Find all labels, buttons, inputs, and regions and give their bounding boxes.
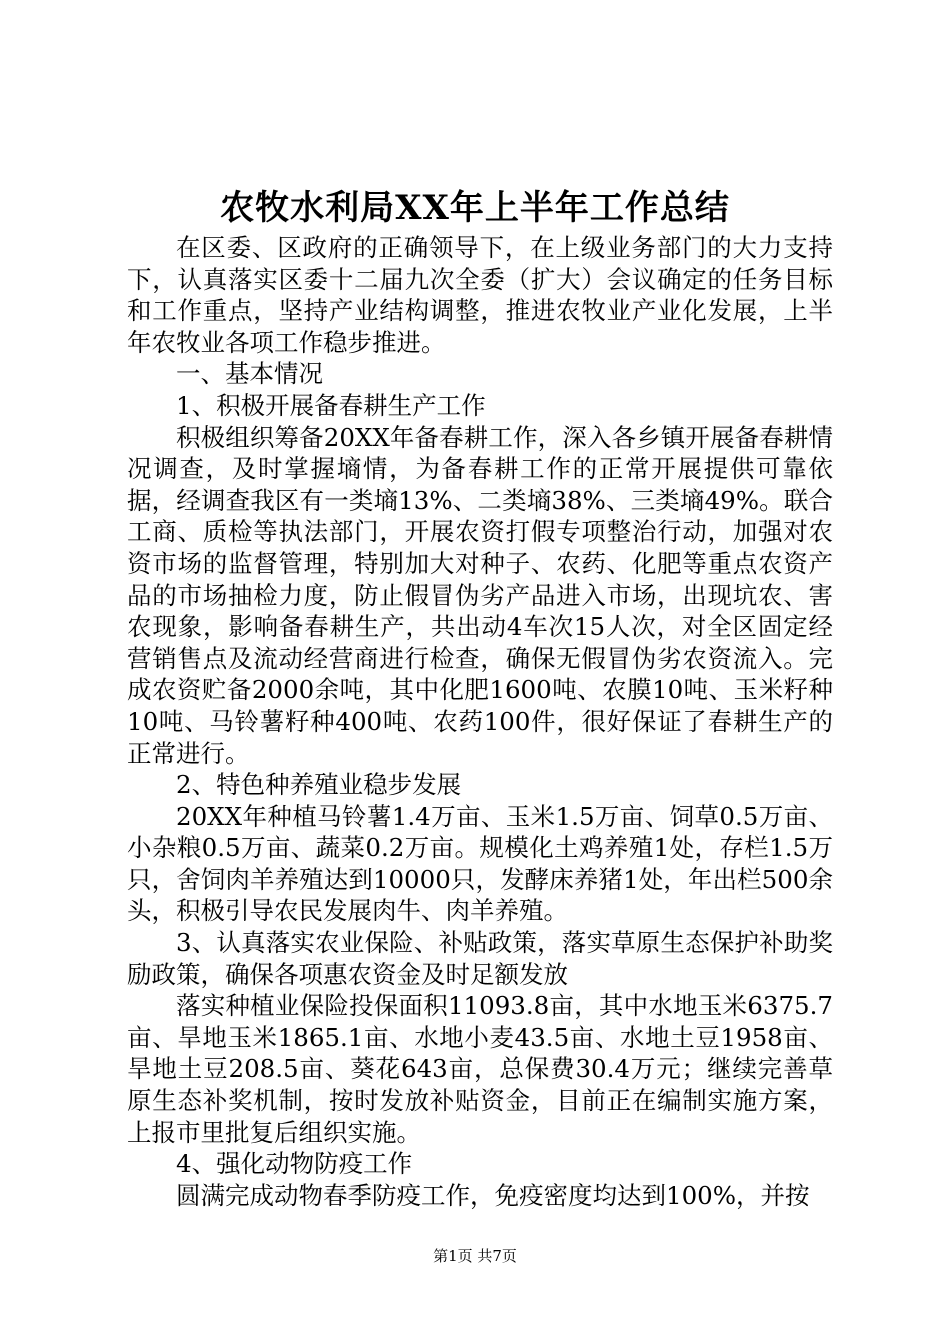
paragraph-intro: 在区委、区政府的正确领导下，在上级业务部门的大力支持下，认真落实区委十二届九次全委（扩大）会议确定的任务目标和工作重点，坚持产业结构调整，推进农牧业产业化发展，上半年农牧业各项工作稳步推进。 — [127, 233, 833, 357]
paragraph-insurance-subsidy: 落实种植业保险投保面积11093.8亩，其中水地玉米6375.7亩、旱地玉米1865.1亩、水地小麦43.5亩、水地土豆1958亩、旱地土豆208.5亩、葵花643亩，总保费30.4万元；继续完善草原生态补奖机制，按时发放补贴资金，目前正在编制实施方案，上报市里批复后组织实施。 — [127, 991, 833, 1147]
paragraph-farming-breeding: 20XX年种植马铃薯1.4万亩、玉米1.5万亩、饲草0.5万亩、小杂粮0.5万亩、蔬菜0.2万亩。规模化土鸡养殖1处，存栏1.5万只，舍饲肉羊养殖达到10000只，发酵床养猪1处，年出栏500余头，积极引导农民发展肉牛、肉羊养殖。 — [127, 801, 833, 926]
subheading-epidemic-prevention: 4、强化动物防疫工作 — [176, 1149, 413, 1179]
subheading-insurance-subsidy: 3、认真落实农业保险、补贴政策，落实草原生态保护补助奖励政策，确保各项惠农资金及时足额发放 — [127, 928, 833, 989]
section-heading-basic: 一、基本情况 — [176, 359, 323, 389]
document-title: 农牧水利局XX年上半年工作总结 — [220, 188, 730, 228]
page-number: 第1页 共7页 — [433, 1247, 517, 1265]
subheading-farming-breeding: 2、特色种养殖业稳步发展 — [176, 770, 462, 800]
document-body — [127, 232, 833, 1211]
paragraph-spring-plowing: 积极组织筹备20XX年备春耕工作，深入各乡镇开展备春耕情况调查，及时掌握墒情，为备春耕工作的正常开展提供可靠依据，经调查我区有一类墒13%、二类墒38%、三类墒49%。联合工商、质检等执法部门，开展农资打假专项整治行动，加强对农资市场的监督管理，特别加大对种子、农药、化肥等重点农资产品的市场抽检力度，防止假冒伪劣产品进入市场，出现坑农、害农现象，影响备春耕生产，共出动4车次15人次，对全区固定经营销售点及流动经营商进行检查，确保无假冒伪劣农资流入。完成农资贮备2000余吨，其中化肥1600吨、农膜10吨、玉米籽种10吨、马铃薯籽种400吨、农药100件，很好保证了春耕生产的正常进行。 — [127, 422, 833, 768]
paragraph-epidemic-prevention: 圆满完成动物春季防疫工作，免疫密度均达到100%，并按 — [176, 1180, 810, 1210]
subheading-spring-plowing: 1、积极开展备春耕生产工作 — [176, 390, 486, 420]
